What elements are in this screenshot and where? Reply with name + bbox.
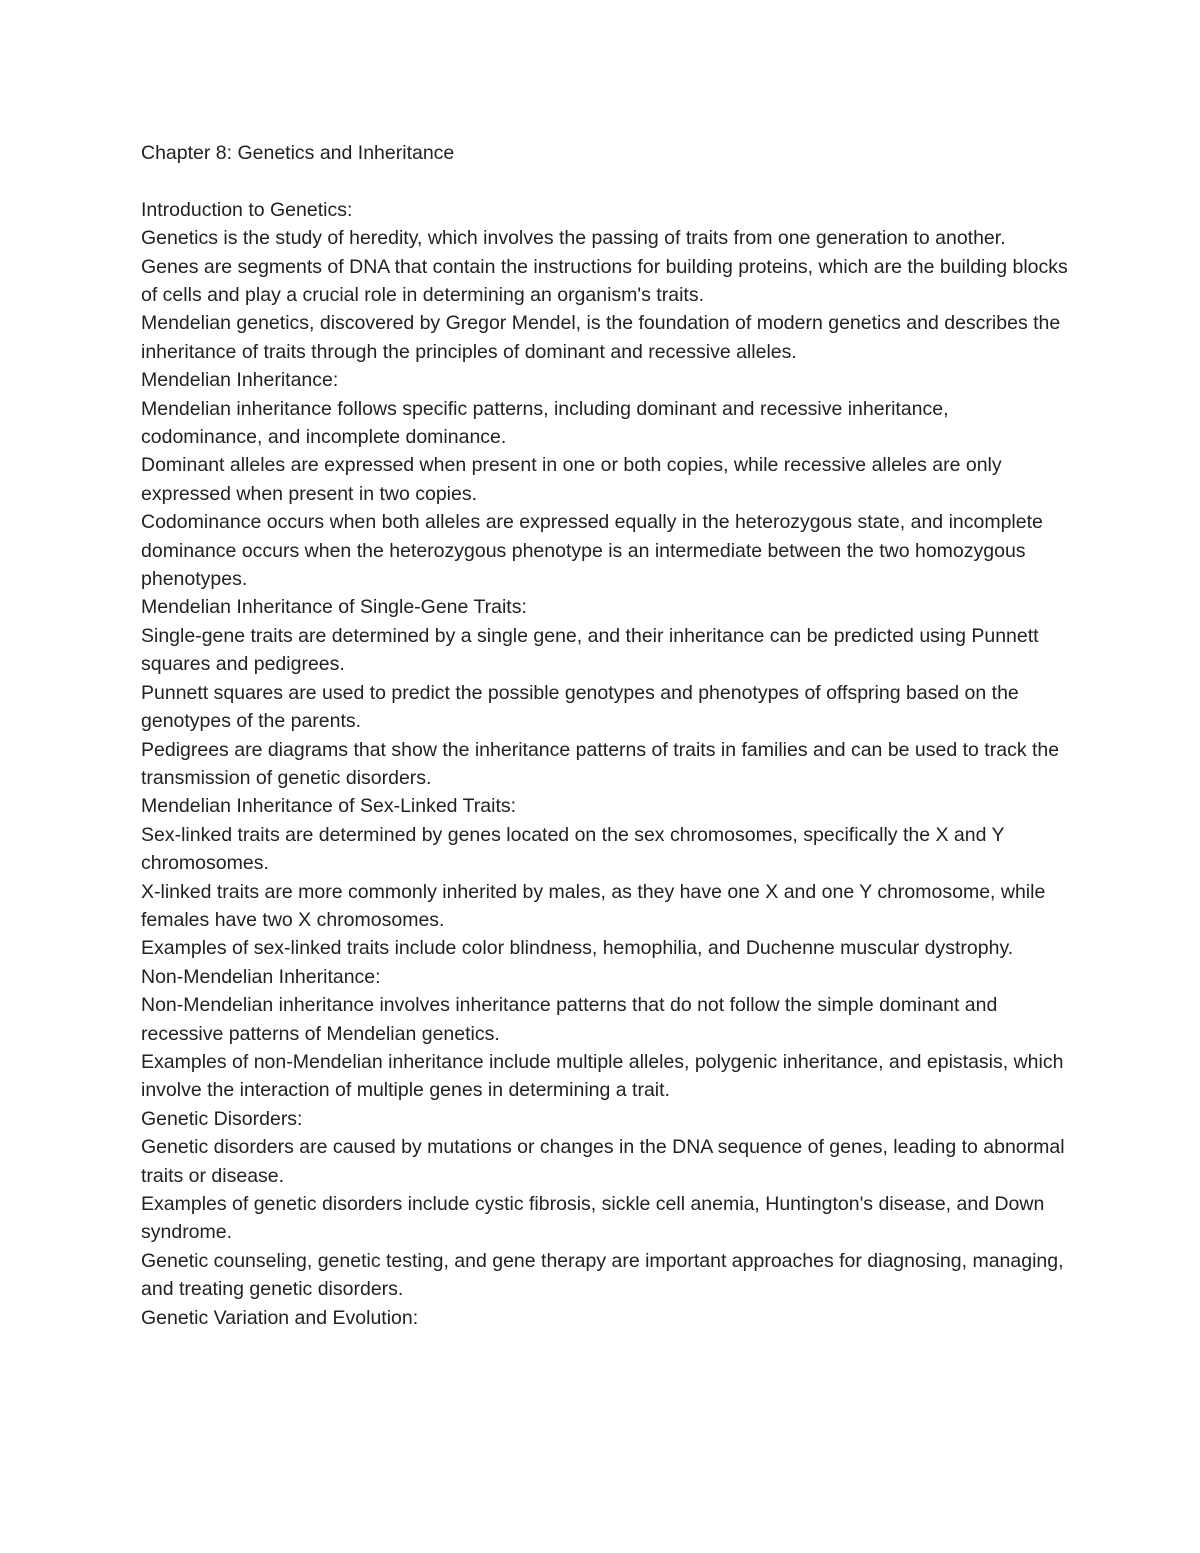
section-heading: Mendelian Inheritance of Single-Gene Traits: — [141, 596, 527, 619]
section-heading: Introduction to Genetics: — [141, 198, 353, 221]
section-heading: Genetic Variation and Evolution: — [141, 1306, 419, 1329]
paragraph: X-linked traits are more commonly inherited by males, as they have one X and one Y chromosome, while females have two X chromosomes. — [141, 880, 1051, 931]
paragraph: Sex-linked traits are determined by genes located on the sex chromosomes, specifically the X and Y chromosomes. — [141, 823, 1010, 875]
paragraph: Genetic counseling, genetic testing, and gene therapy are important approaches for diagnosing, managing, and treating genetic disorders. — [141, 1249, 1069, 1301]
paragraph: Examples of sex-linked traits include color blindness, hemophilia, and Duchenne muscular dystrophy. — [141, 937, 1014, 960]
blank-line — [141, 167, 1071, 195]
paragraph: Single-gene traits are determined by a single gene, and their inheritance can be predicted using Punnett squares and pedigrees. — [141, 624, 1045, 676]
paragraph: Codominance occurs when both alleles are expressed equally in the heterozygous state, and incomplete dominance occurs when the heterozygous phenotype is an intermediate between the two homozygous phenotypes. — [141, 511, 1049, 591]
paragraph: Mendelian inheritance follows specific patterns, including dominant and recessive inheritance, codominance, and incomplete dominance. — [141, 397, 954, 449]
paragraph: Genetic disorders are caused by mutations or changes in the DNA sequence of genes, leading to abnormal traits or disease. — [141, 1136, 1070, 1187]
paragraph: Genetics is the study of heredity, which involves the passing of traits from one generation to another. — [141, 227, 1006, 250]
paragraph: Dominant alleles are expressed when present in one or both copies, while recessive alleles are only expressed when present in two copies. — [141, 454, 1008, 505]
section-heading: Non-Mendelian Inheritance: — [141, 965, 381, 988]
section-heading: Genetic Disorders: — [141, 1107, 303, 1130]
paragraph: Genes are segments of DNA that contain the instructions for building proteins, which are the building blocks of cells and play a crucial role in determining an organism's traits. — [141, 255, 1074, 307]
paragraph: Pedigrees are diagrams that show the inheritance patterns of traits in families and can be used to track the transmission of genetic disorders. — [141, 738, 1065, 789]
paragraph: Punnett squares are used to predict the possible genotypes and phenotypes of offspring based on the genotypes of the parents. — [141, 681, 1025, 733]
paragraph: Examples of non-Mendelian inheritance include multiple alleles, polygenic inheritance, and epistasis, which involve the interaction of multiple genes in determining a trait. — [141, 1050, 1069, 1102]
section-heading: Mendelian Inheritance of Sex-Linked Traits: — [141, 795, 517, 818]
paragraph: Examples of genetic disorders include cystic fibrosis, sickle cell anemia, Huntington's disease, and Down syndrome. — [141, 1193, 1050, 1244]
section-heading: Mendelian Inheritance: — [141, 369, 339, 392]
paragraph: Mendelian genetics, discovered by Gregor Mendel, is the foundation of modern genetics and describes the inheritance of traits through the principles of dominant and recessive alleles. — [141, 312, 1066, 363]
document-title: Chapter 8: Genetics and Inheritance — [141, 142, 455, 164]
paragraph: Non-Mendelian inheritance involves inheritance patterns that do not follow the simple dominant and recessive patterns of Mendelian genetics. — [141, 994, 1003, 1045]
document-body — [141, 139, 1074, 1332]
